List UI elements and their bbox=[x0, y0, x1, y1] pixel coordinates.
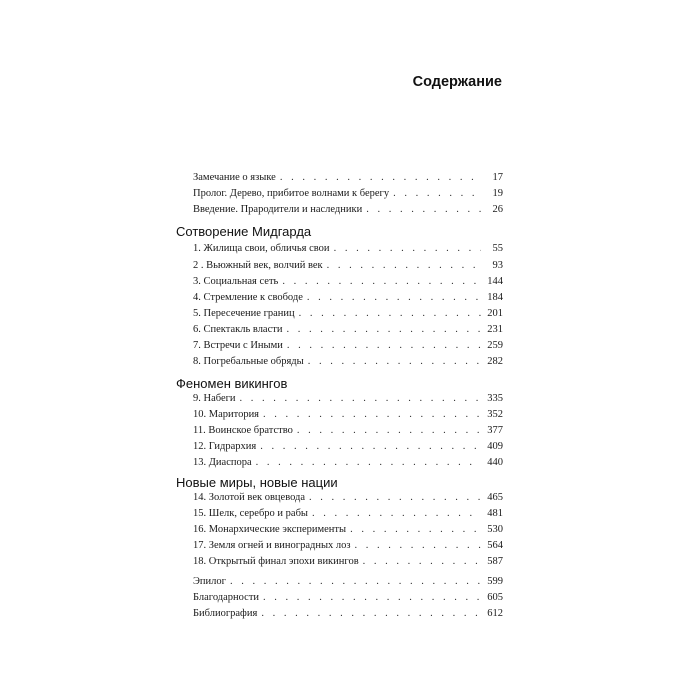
dot-leader bbox=[230, 576, 481, 587]
part-heading: Сотворение Мидгарда bbox=[176, 224, 312, 239]
toc-entry-page: 17 bbox=[492, 172, 503, 183]
toc-entry bbox=[193, 393, 503, 409]
toc-entry-label: 13. Диаспора bbox=[193, 457, 252, 468]
dot-leader bbox=[312, 508, 481, 519]
toc-entry-page: 335 bbox=[487, 393, 503, 404]
toc-entry-label: 3. Социальная сеть bbox=[193, 276, 279, 287]
toc-entry-label: 9. Набеги bbox=[193, 393, 236, 404]
dot-leader bbox=[309, 492, 481, 503]
part-heading: Феномен викингов bbox=[176, 376, 288, 391]
dot-leader bbox=[355, 540, 481, 551]
toc-entry bbox=[193, 492, 503, 508]
toc-entry-page: 440 bbox=[487, 457, 503, 468]
dot-leader bbox=[297, 425, 481, 436]
toc-entry bbox=[193, 508, 503, 524]
toc-entry-page: 19 bbox=[492, 188, 503, 199]
dot-leader bbox=[287, 340, 481, 351]
toc-entry bbox=[193, 356, 503, 372]
toc-entry-page: 352 bbox=[487, 409, 503, 420]
toc-entry-page: 231 bbox=[487, 324, 503, 335]
toc-entry-page: 259 bbox=[487, 340, 503, 351]
dot-leader bbox=[263, 409, 481, 420]
toc-entry-page: 144 bbox=[487, 276, 503, 287]
toc-entry-page: 93 bbox=[492, 260, 503, 271]
toc-entry-label: 12. Гидрархия bbox=[193, 441, 257, 452]
toc-entry-label: Библиография bbox=[193, 608, 258, 619]
toc-entry-page: 184 bbox=[487, 292, 503, 303]
toc-entry bbox=[193, 425, 503, 441]
toc-entry-page: 587 bbox=[487, 556, 503, 567]
toc-entry bbox=[193, 540, 503, 556]
dot-leader bbox=[363, 556, 481, 567]
toc-entry-page: 409 bbox=[487, 441, 503, 452]
toc-entry bbox=[193, 276, 503, 292]
toc-entry-label: Благодарности bbox=[193, 592, 260, 603]
toc-entry-label: 18. Открытый финал эпохи викингов bbox=[193, 556, 359, 567]
toc-entry bbox=[193, 308, 503, 324]
toc-entry-label: 15. Шелк, серебро и рабы bbox=[193, 508, 308, 519]
toc-entry-label: 4. Стремление к свободе bbox=[193, 292, 303, 303]
dot-leader bbox=[240, 393, 481, 404]
toc-entry bbox=[193, 188, 503, 204]
toc-entry bbox=[193, 172, 503, 188]
dot-leader bbox=[393, 188, 481, 199]
dot-leader bbox=[327, 260, 481, 271]
part-heading: Новые миры, новые нации bbox=[176, 475, 338, 490]
toc-entry-page: 612 bbox=[487, 608, 503, 619]
toc-entry-page: 481 bbox=[487, 508, 503, 519]
toc-entry bbox=[193, 409, 503, 425]
toc-entry bbox=[193, 204, 503, 220]
toc-entry bbox=[193, 243, 503, 259]
toc-entry bbox=[193, 576, 503, 592]
toc-entry-page: 201 bbox=[487, 308, 503, 319]
toc-entry-label: Замечание о языке bbox=[193, 172, 276, 183]
toc-entry-label: Пролог. Дерево, прибитое волнами к берегу bbox=[193, 188, 390, 199]
contents-title: Содержание bbox=[412, 74, 502, 90]
toc-entry-label: 10. Маритория bbox=[193, 409, 260, 420]
toc-entry-label: 1. Жилища свои, обличья свои bbox=[193, 243, 330, 254]
toc-entry-label: Введение. Прародители и наследники bbox=[193, 204, 363, 215]
toc-entry-page: 26 bbox=[492, 204, 503, 215]
toc-entry bbox=[193, 592, 503, 608]
toc-entry-label: 2 . Вьюжный век, волчий век bbox=[193, 260, 323, 271]
toc-entry-page: 465 bbox=[487, 492, 503, 503]
toc-entry bbox=[193, 324, 503, 340]
dot-leader bbox=[308, 356, 481, 367]
dot-leader bbox=[286, 324, 481, 335]
toc-entry-label: 6. Спектакль власти bbox=[193, 324, 283, 335]
dot-leader bbox=[263, 592, 481, 603]
toc-entry bbox=[193, 340, 503, 356]
dot-leader bbox=[307, 292, 481, 303]
toc-entry-label: 14. Золотой век овцевода bbox=[193, 492, 306, 503]
toc-entry-label: 17. Земля огней и виноградных лоз bbox=[193, 540, 351, 551]
toc-entry-page: 605 bbox=[487, 592, 503, 603]
toc-entry-page: 377 bbox=[487, 425, 503, 436]
dot-leader bbox=[282, 276, 481, 287]
toc-entry-label: 8. Погребальные обряды bbox=[193, 356, 304, 367]
dot-leader bbox=[261, 608, 481, 619]
toc-entry-page: 282 bbox=[487, 356, 503, 367]
toc-entry bbox=[193, 292, 503, 308]
dot-leader bbox=[350, 524, 481, 535]
toc-entry bbox=[193, 260, 503, 276]
toc-entry-label: 5. Пересечение границ bbox=[193, 308, 295, 319]
dot-leader bbox=[366, 204, 481, 215]
toc-entry-label: 16. Монархические эксперименты bbox=[193, 524, 347, 535]
toc-entry bbox=[193, 457, 503, 473]
toc-entry-page: 599 bbox=[487, 576, 503, 587]
toc-entry bbox=[193, 556, 503, 572]
dot-leader bbox=[256, 457, 481, 468]
toc-entry-page: 564 bbox=[487, 540, 503, 551]
toc-entry bbox=[193, 441, 503, 457]
toc-entry-label: 11. Воинское братство bbox=[193, 425, 293, 436]
toc-entry bbox=[193, 608, 503, 624]
toc-entry-label: 7. Встречи с Иными bbox=[193, 340, 283, 351]
toc-entry-page: 55 bbox=[492, 243, 503, 254]
toc-entry-label: Эпилог bbox=[193, 576, 226, 587]
toc-entry-page: 530 bbox=[487, 524, 503, 535]
dot-leader bbox=[260, 441, 481, 452]
toc-entry bbox=[193, 524, 503, 540]
dot-leader bbox=[334, 243, 481, 254]
dot-leader bbox=[280, 172, 481, 183]
dot-leader bbox=[299, 308, 481, 319]
